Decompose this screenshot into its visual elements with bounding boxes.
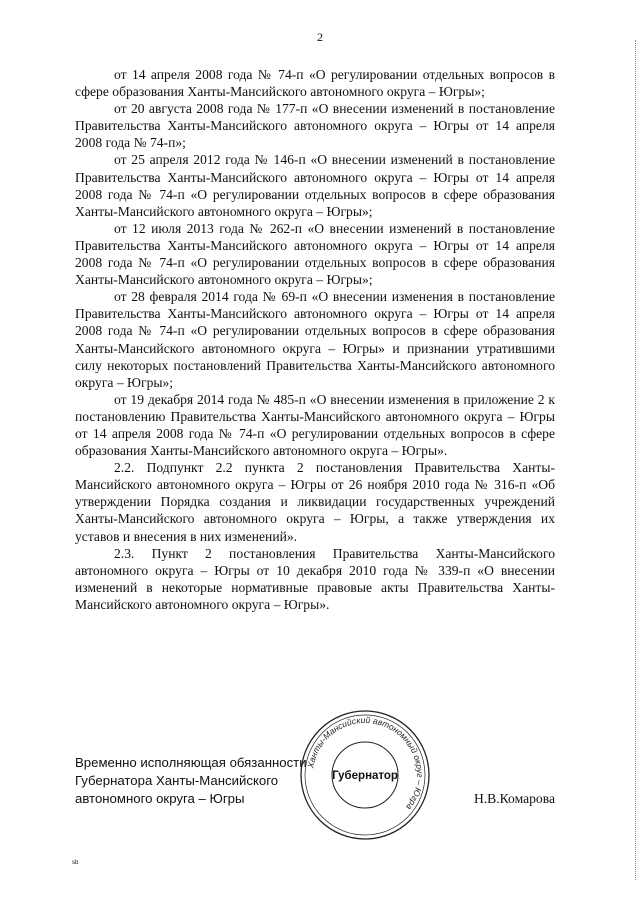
seal-center-text: Губернатор [332,770,398,782]
paragraph-resolution-177p: от 20 августа 2008 года № 177-п «О внесении изменений в постановление Правительства Ханты-Мансийского автономного округа – Югры от 14 апреля 2008 года № 74-п»; [75,101,555,151]
signer-name: Н.В.Комарова [473,791,555,806]
scan-edge [633,40,636,880]
signer-title-line: Временно исполняющая обязанности [75,755,307,770]
document-body [75,66,555,613]
signer-title-line: автономного округа – Югры [75,791,245,806]
footer-mark: sb [72,860,79,866]
signer-title-line: Губернатора Ханты-Мансийского [75,773,279,788]
paragraph-resolution-74p: от 14 апреля 2008 года № 74-п «О регулировании отдельных вопросов в сфере образования Ханты-Мансийского автономного округа – Югры»; [75,67,555,100]
paragraph-resolution-69p: от 28 февраля 2014 года № 69-п «О внесении изменения в постановление Правительства Ханты-Мансийского автономного округа – Югры от 14 апреля 2008 года № 74-п «О регулировании отдельных вопросов в сфере образования Ханты-Мансийского автономного округа – Югры» и признании утратившими силу некоторых постановлений Правительства Ханты-Мансийского автономного округа – Югры»; [75,289,555,390]
page-number: 2 [317,30,323,44]
signature-block [75,754,555,814]
paragraph-resolution-262p: от 12 июля 2013 года № 262-п «О внесении изменений в постановление Правительства Ханты-Мансийского автономного округа – Югры от 14 апреля 2008 года № 74-п «О регулировании отдельных вопросов в сфере образования Ханты-Мансийского автономного округа – Югры»; [75,220,555,288]
paragraph-resolution-485p: от 19 декабря 2014 года № 485-п «О внесении изменения в приложение 2 к постановлению Правительства Ханты-Мансийского автономного округа – Югры от 14 апреля 2008 года № 74-п «О регулировании отдельных вопросов в сфере образования Ханты-Мансийского автономного округа – Югры». [75,391,555,459]
paragraph-resolution-146p: от 25 апреля 2012 года № 146-п «О внесении изменений в постановление Правительства Ханты-Мансийского автономного округа – Югры от 14 апреля 2008 года № 74-п «О регулировании отдельных вопросов в сфере образования Ханты-Мансийского автономного округа – Югры»; [75,152,555,219]
paragraph-clause-2-2: 2.2. Подпункт 2.2 пункта 2 постановления Правительства Ханты-Мансийского автономного округа – Югры от 26 ноября 2010 года № 316-п «Об утверждении Порядка создания и ликвидации государственных учреждений Ханты-Мансийского автономного округа – Югры, а также утверждения их уставов и внесения в них изменений». [75,460,555,544]
seal-ring-text: Ханты-Мансийский автономный округ – Югра [305,714,426,812]
signer-title [75,754,315,808]
paragraph-clause-2-3: 2.3. Пункт 2 постановления Правительства Ханты-Мансийского автономного округа – Югры от 10 декабря 2010 года № 339-п «О внесении изменений в некоторые нормативные правовые акты Правительства Ханты-Мансийского автономного округа – Югры». [75,545,555,612]
